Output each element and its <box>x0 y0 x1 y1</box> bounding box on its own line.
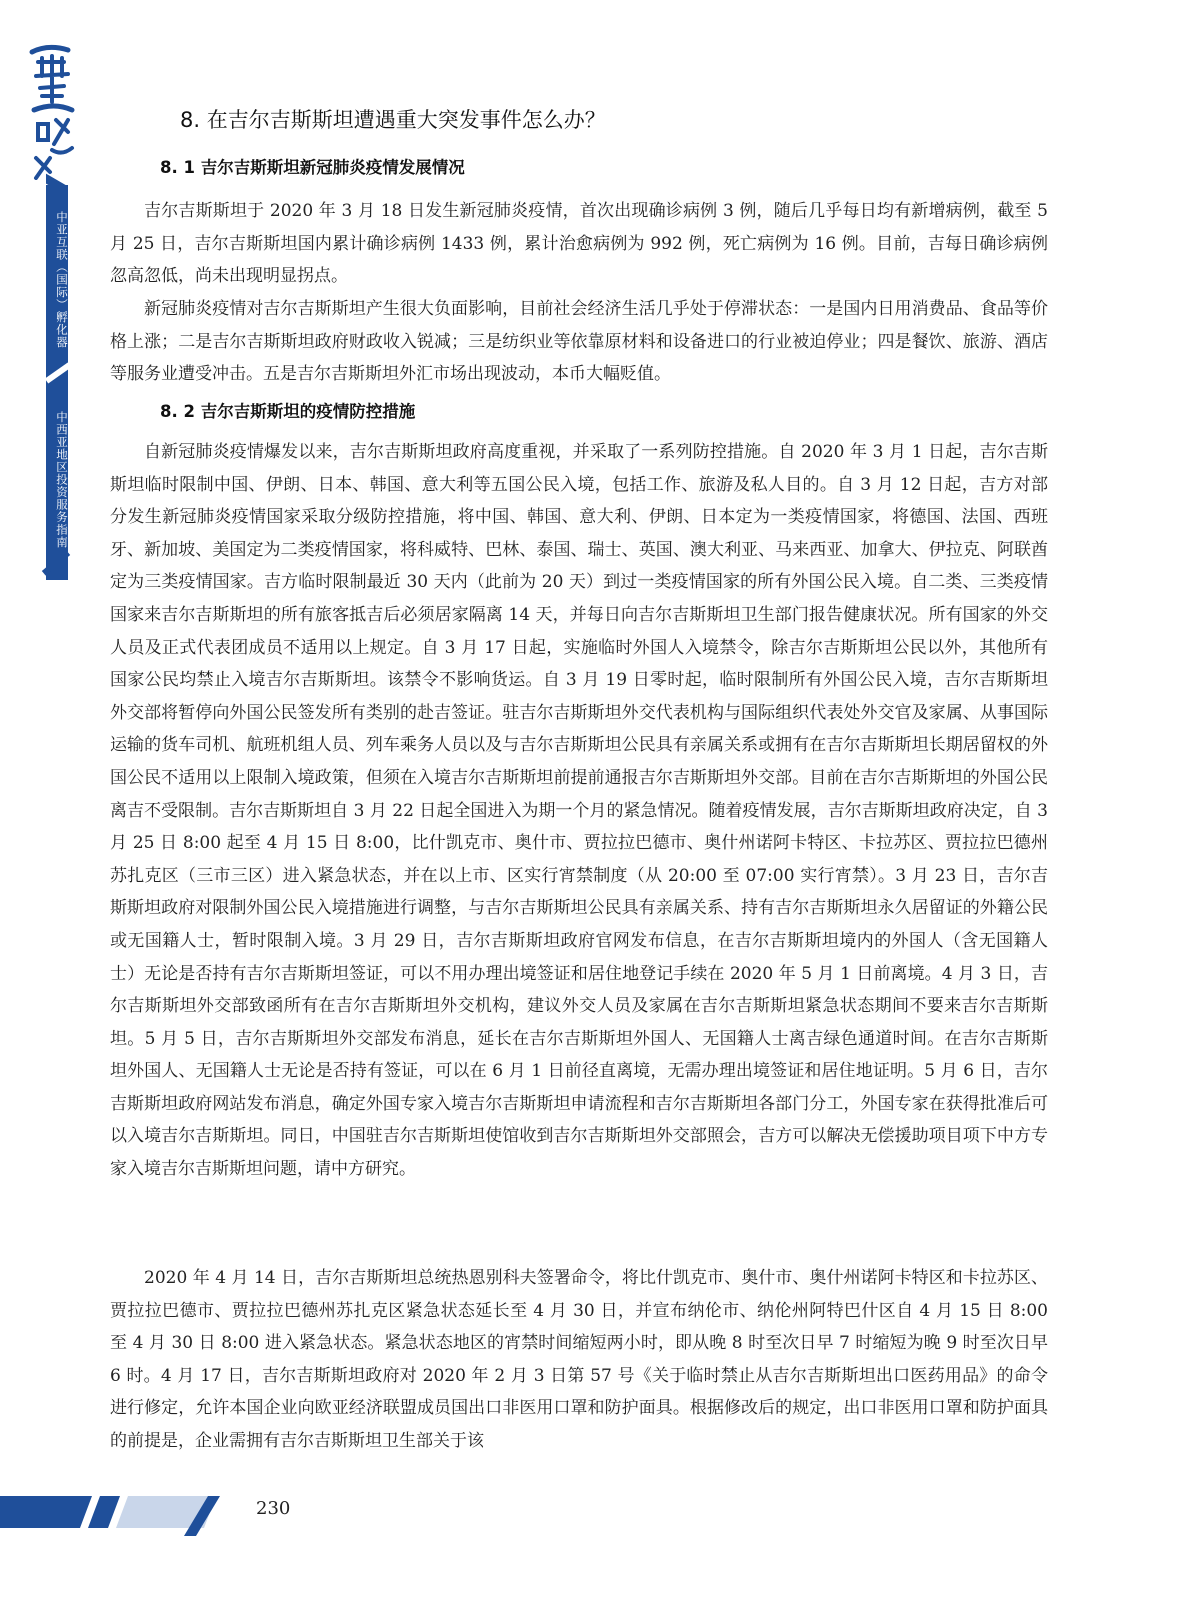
footer-stripes <box>0 1486 230 1536</box>
subsection-title-1: 8. 1 吉尔吉斯斯坦新冠肺炎疫情发展情况 <box>160 158 465 177</box>
belt-road-logo <box>28 40 78 180</box>
side-label-guide: 中西亚地区投资服务指南 <box>55 411 69 549</box>
section-title: 8. 在吉尔吉斯斯坦遭遇重大突发事件怎么办？ <box>180 108 606 132</box>
side-label-incubator: 中亚互联（国际）孵化器 <box>55 211 69 349</box>
paragraph: 自新冠肺炎疫情爆发以来，吉尔吉斯斯坦政府高度重视，并采取了一系列防控措施。自 2020 年 3 月 1 日起，吉尔吉斯斯坦临时限制中国、伊朗、日本、韩国、意大利等五国公民入境，包括工作、旅游及私人目的。自 3 月 12 日起，吉方对部分发生新冠肺炎疫情国家采取分级防控措施，将中国、韩国、意大利、伊朗、日本定为一类疫情国家，将德国、法国、西班牙、新加坡、美国定为二类疫情国家，将科威特、巴林、泰国、瑞士、英国、澳大利亚、马来西亚、加拿大、伊拉克、阿联酋定为三类疫情国家。吉方临时限制最近 30 天内（此前为 20 天）到过一类疫情国家的所有外国公民入境。自二类、三类疫情国家来吉尔吉斯斯坦的所有旅客抵吉后必须居家隔离 14 天，并每日向吉尔吉斯斯坦卫生部门报告健康状况。所有国家的外交人员及正式代表团成员不适用以上规定。自 3 月 17 日起，实施临时外国人入境禁令，除吉尔吉斯斯坦公民以外，其他所有国家公民均禁止入境吉尔吉斯斯坦。该禁令不影响货运。自 3 月 19 日零时起，临时限制所有外国公民入境，吉尔吉斯斯坦外交部将暂停向外国公民签发所有类别的赴吉签证。驻吉尔吉斯斯坦外交代表机构与国际组织代表处外交官及家属、从事国际运输的货车司机、航班机组人员、列车乘务人员以及与吉尔吉斯斯坦公民具有亲属关系或拥有在吉尔吉斯斯坦长期居留权的外国公民不适用以上限制入境政策，但须在入境吉尔吉斯斯坦前提前通报吉尔吉斯斯坦外交部。目前在吉尔吉斯斯坦的外国公民离吉不受限制。吉尔吉斯斯坦自 3 月 22 日起全国进入为期一个月的紧急情况。随着疫情发展，吉尔吉斯斯坦政府决定，自 3 月 25 日 8:00 起至 4 月 15 日 8:00，比什凯克市、奥什市、贾拉拉巴德市、奥什州诺阿卡特区、卡拉苏区、贾拉拉巴德州苏扎克区（三市三区）进入紧急状态，并在以上市、区实行宵禁制度（从 20:00 至 07:00 实行宵禁）。3 月 23 日，吉尔吉斯斯坦政府对限制外国公民入境措施进行调整，与吉尔吉斯斯坦公民具有亲属关系、持有吉尔吉斯斯坦永久居留证的外籍公民或无国籍人士，暂时限制入境。3 月 29 日，吉尔吉斯斯坦政府官网发布信息，在吉尔吉斯斯坦境内的外国人（含无国籍人士）无论是否持有吉尔吉斯斯坦签证，可以不用办理出境签证和居住地登记手续在 2020 年 5 月 1 日前离境。4 月 3 日，吉尔吉斯斯坦外交部致函所有在吉尔吉斯斯坦外交机构，建议外交人员及家属在吉尔吉斯斯坦紧急状态期间不要来吉尔吉斯斯坦。5 月 5 日，吉尔吉斯斯坦外交部发布消息，延长在吉尔吉斯斯坦外国人、无国籍人士离吉绿色通道时间。在吉尔吉斯斯坦外国人、无国籍人士无论是否持有签证，可以在 6 月 1 日前径直离境，无需办理出境签证和居住地证明。5 月 6 日，吉尔吉斯斯坦政府网站发布消息，确定外国专家入境吉尔吉斯斯坦申请流程和吉尔吉斯斯坦各部门分工，外国专家在获得批准后可以入境吉尔吉斯斯坦。同日，中国驻吉尔吉斯斯坦使馆收到吉尔吉斯斯坦外交部照会，吉方可以解决无偿援助项目项下中方专家入境吉尔吉斯斯坦问题，请中方研究。 <box>110 442 1048 1180</box>
paragraph: 吉尔吉斯斯坦于 2020 年 3 月 18 日发生新冠肺炎疫情，首次出现确诊病例 3 例，随后几乎每日均有新增病例，截至 5 月 25 日，吉尔吉斯斯坦国内累计确诊病例 1433 例，累计治愈病例为 992 例，死亡病例为 16 例。目前，吉每日确诊病例忽高忽低，尚未出现明显拐点。 <box>110 201 1048 287</box>
subsection-title-2: 8. 2 吉尔吉斯斯坦的疫情防控措施 <box>160 402 416 421</box>
paragraph: 2020 年 4 月 14 日，吉尔吉斯斯坦总统热恩别科夫签署命令，将比什凯克市、奥什市、奥什州诺阿卡特区和卡拉苏区、贾拉拉巴德市、贾拉拉巴德州苏扎克区紧急状态延长至 4 月 30 日，并宣布纳伦市、纳伦州阿特巴什区自 4 月 15 日 8:00 至 4 月 30 日 8:00 进入紧急状态。紧急状态地区的宵禁时间缩短两小时，即从晚 8 时至次日早 7 时缩短为晚 9 时至次日早 6 时。4 月 17 日，吉尔吉斯斯坦政府对 2020 年 2 月 3 日第 57 号《关于临时禁止从吉尔吉斯斯坦出口医药用品》的命令进行修定，允许本国企业向欧亚经济联盟成员国出口非医用口罩和防护面具。根据修改后的规定，出口非医用口罩和防护面具的前提是，企业需拥有吉尔吉斯斯坦卫生部关于该 <box>110 1268 1048 1451</box>
page-number: 230 <box>256 1498 291 1519</box>
side-decoration <box>0 0 80 600</box>
paragraph: 新冠肺炎疫情对吉尔吉斯斯坦产生很大负面影响，目前社会经济生活几乎处于停滞状态：一是国内日用消费品、食品等价格上涨；二是吉尔吉斯斯坦政府财政收入锐减；三是纺织业等依靠原材料和设备进口的行业被迫停业；四是餐饮、旅游、酒店等服务业遭受冲击。五是吉尔吉斯斯坦外汇市场出现波动，本币大幅贬值。 <box>110 299 1048 385</box>
